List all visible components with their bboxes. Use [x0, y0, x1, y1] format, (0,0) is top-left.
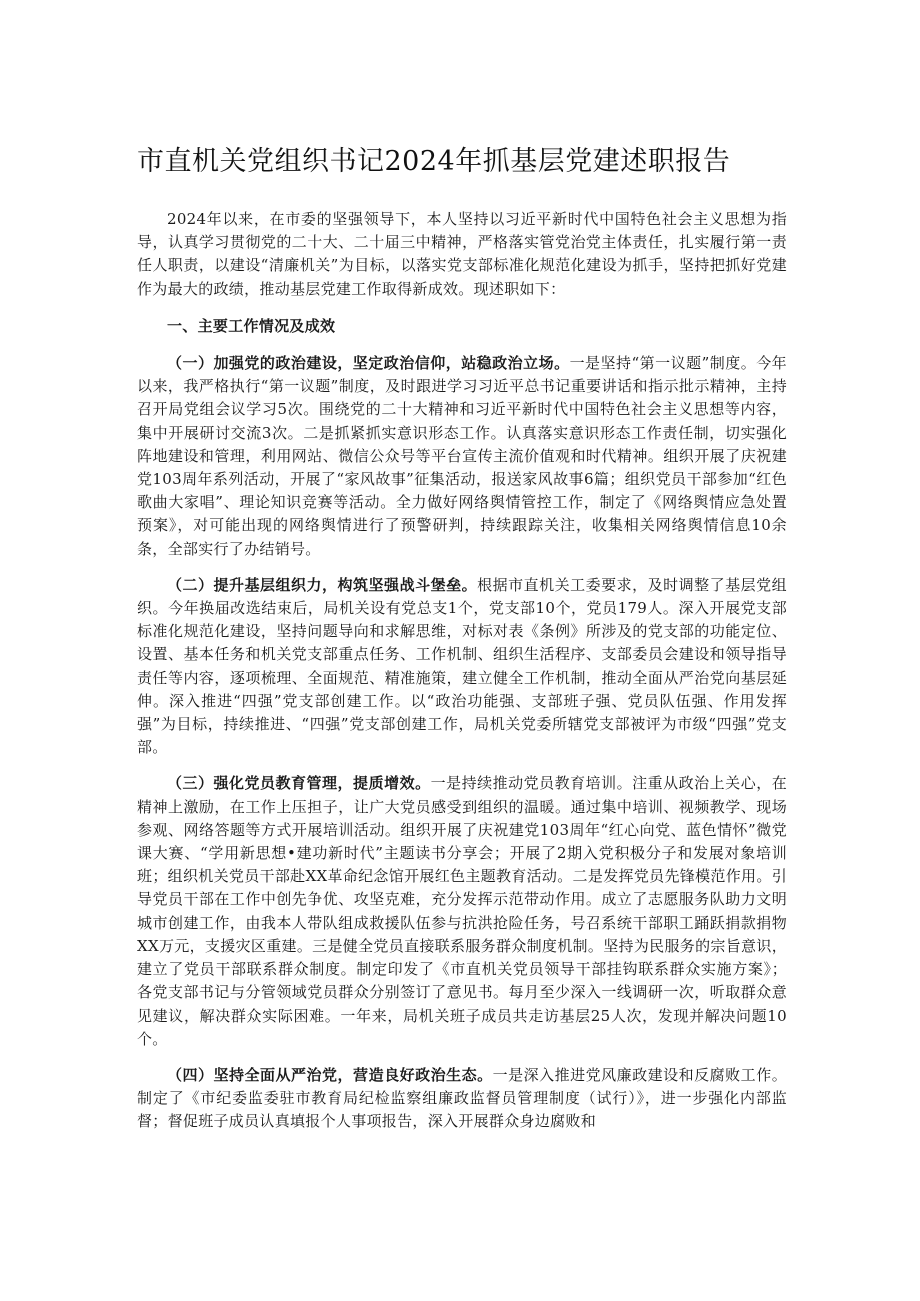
document-page	[137, 142, 787, 1134]
item-4-body: 一是深入推进党风廉政建设和反腐败工作。制定了《市纪委监委驻市教育局纪检监察组廉政监督员管理制度（试行）》，进一步强化内部监督；督促班子成员认真填报个人事项报告，深入开展群众身边腐败和	[137, 1065, 787, 1131]
item-1-lead: （一）加强党的政治建设，坚定政治信仰，站稳政治立场。	[167, 354, 570, 373]
item-1-body: 一是坚持“第一议题”制度。今年以来，我严格执行“第一议题”制度，及时跟进学习习近平总书记重要讲话和指示批示精神，主持召开局党组会议学习5次。围绕党的二十大精神和习近平新时代中国特色社会主义思想等内容，集中开展研讨交流3次。二是抓紧抓实意识形态工作。认真落实意识形态工作责任制，切实强化阵地建设和管理，利用网站、微信公众号等平台宣传主流价值观和时代精神。组织开展了庆祝建党103周年系列活动，开展了“家风故事”征集活动，报送家风故事6篇；组织党员干部参加“红色歌曲大家唱”、理论知识竞赛等活动。全力做好网络舆情管控工作，制定了《网络舆情应急处置预案》，对可能出现的网络舆情进行了预警研判，持续跟踪关注，收集相关网络舆情信息10余条，全部实行了办结销号。	[137, 354, 787, 558]
paragraph-item-1	[137, 352, 787, 561]
item-2-body: 根据市直机关工委要求，及时调整了基层党组织。今年换届改选结束后，局机关设有党总支1个，党支部10个，党员179人。深入开展党支部标准化规范化建设，坚持问题导向和求解思维，对标对表《条例》所涉及的党支部的功能定位、设置、基本任务和机关党支部重点任务、工作机制、组织生活程序、支部委员会建设和领导指导责任等内容，逐项梳理、全面规范、精准施策，建立健全工作机制，推动全面从严治党向基层延伸。深入推进“四强”党支部创建工作。以“政治功能强、支部班子强、党员队伍强、作用发挥强”为目标，持续推进、“四强”党支部创建工作，局机关党委所辖党支部被评为市级“四强”党支部。	[137, 575, 787, 757]
item-4-lead: （四）坚持全面从严治党，营造良好政治生态。	[167, 1065, 493, 1084]
section-heading-main-work: 一、主要工作情况及成效	[167, 316, 336, 335]
paragraph-item-2	[137, 574, 787, 760]
paragraph-item-3	[137, 772, 787, 1050]
paragraph-item-4	[137, 1064, 787, 1134]
item-2-lead: （二）提升基层组织力，构筑坚强战斗堡垒。	[167, 575, 478, 594]
item-3-body: 一是持续推动党员教育培训。注重从政治上关心，在精神上激励，在工作上压担子，让广大党员感受到组织的温暖。通过集中培训、视频教学、现场参观、网络答题等方式开展培训活动。组织开展了庆祝建党103周年“红心向党、蓝色情怀”微党课大赛、“学用新思想•建功新时代”主题读书分享会；开展了2期入党积极分子和发展对象培训班；组织机关党员干部赴XX革命纪念馆开展红色主题教育活动。二是发挥党员先锋模范作用。引导党员干部在工作中创先争优、攻坚克难，充分发挥示范带动作用。成立了志愿服务队助力文明城市创建工作，由我本人带队组成救援队伍参与抗洪抢险任务，号召系统干部职工踊跃捐款捐物XX万元，支援灾区重建。三是健全党员直接联系服务群众制度机制。坚持为民服务的宗旨意识，建立了党员干部联系群众制度。制定印发了《市直机关党员领导干部挂钩联系群众实施方案》；各党支部书记与分管领域党员群众分别签订了意见书。每月至少深入一线调研一次，听取群众意见建议，解决群众实际困难。一年来，局机关班子成员共走访基层25人次，发现并解决问题10个。	[137, 774, 787, 1048]
intro-paragraph: 2024年以来，在市委的坚强领导下，本人坚持以习近平新时代中国特色社会主义思想为指导，认真学习贯彻党的二十大、二十届三中精神，严格落实管党治党主体责任，扎实履行第一责任人职责，以建设“清廉机关”为目标，以落实党支部标准化规范化建设为抓手，坚持把抓好党建作为最大的政绩，推动基层党建工作取得新成效。现述职如下：	[137, 210, 787, 298]
item-3-lead: （三）强化党员教育管理，提质增效。	[167, 774, 431, 793]
document-title: 市直机关党组织书记2024年抓基层党建述职报告	[137, 146, 731, 177]
